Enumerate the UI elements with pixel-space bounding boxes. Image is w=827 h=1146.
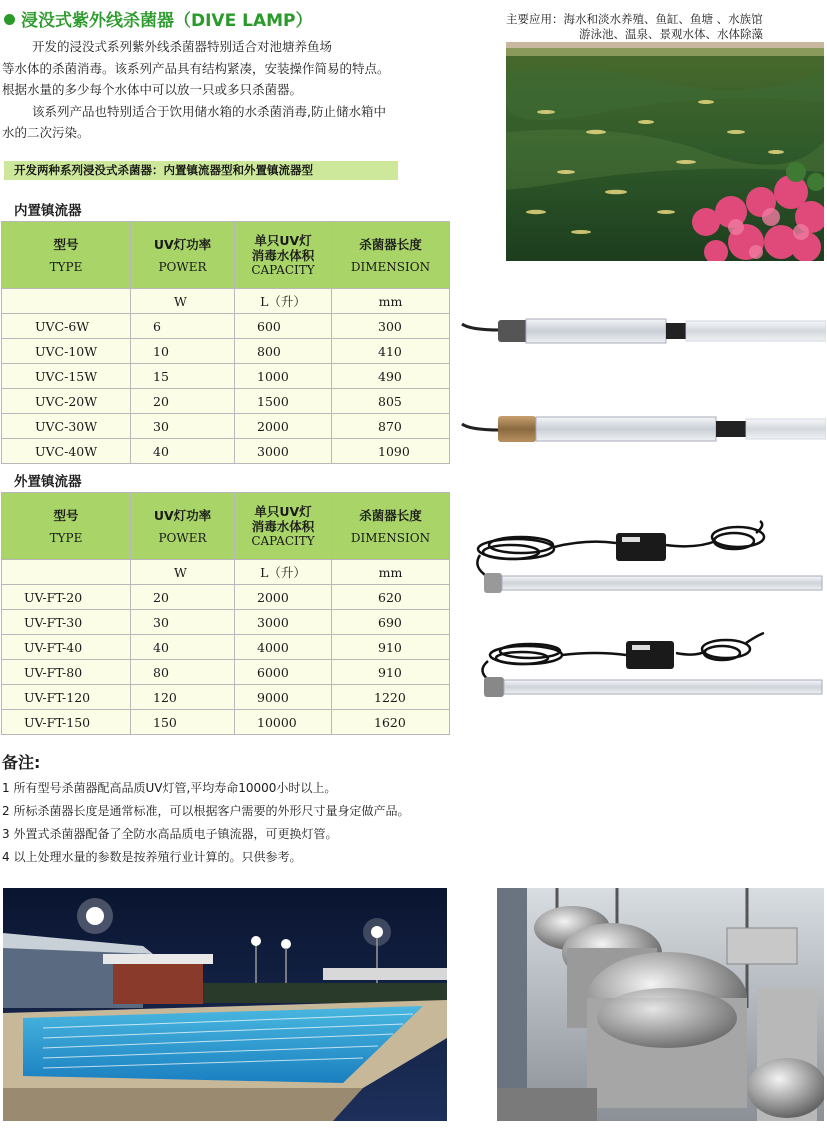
- internal-lamp-image-1: [460, 310, 826, 350]
- note-item: 1 所有型号杀菌器配高品质UV灯管,平均寿命10000小时以上。: [2, 781, 337, 795]
- header-dimension: 杀菌器长度 DIMENSION: [332, 493, 450, 560]
- header-power: UV灯功率 POWER: [131, 493, 235, 560]
- external-lamp-image-1: [466, 515, 826, 595]
- table-header-row: [2, 493, 450, 560]
- intro-line: 等水体的杀菌消毒。该系列产品具有结构紧凑，安装操作简易的特点。: [2, 60, 390, 76]
- applications-line: 游泳池、温泉、景观水体、水体除藻: [579, 27, 763, 41]
- notes-section: [2, 750, 409, 869]
- series-banner: 开发两种系列浸没式杀菌器：内置镇流器型和外置镇流器型: [4, 161, 398, 180]
- notes-list: [2, 777, 409, 869]
- pool-illustration: [3, 888, 447, 1121]
- header-power: UV灯功率 POWER: [131, 222, 235, 289]
- bullet-dot-icon: [4, 14, 15, 25]
- intro-line: 水的二次污染。: [2, 125, 90, 140]
- table-row: UV-FT-120 120 9000 1220: [2, 685, 450, 710]
- notes-title: 备注:: [2, 753, 41, 772]
- page-title: 浸没式紫外线杀菌器（DIVE LAMP）: [4, 6, 313, 31]
- table-row: UV-FT-150 150 10000 1620: [2, 710, 450, 735]
- intro-text: [2, 36, 472, 144]
- uv-lamp-illustration: [460, 310, 826, 350]
- section-title-external: 外置镇流器: [14, 474, 82, 490]
- pond-illustration: [506, 42, 824, 261]
- external-lamp-image-2: [466, 625, 826, 700]
- pond-photo: [506, 42, 824, 261]
- table-row: UV-FT-20 20 2000 620: [2, 585, 450, 610]
- header-capacity: 单只UV灯 消毒水体积 CAPACITY: [235, 493, 332, 560]
- swimming-pool-photo: [3, 888, 447, 1121]
- units-row: W L（升） mm: [2, 560, 450, 585]
- table-row: UVC-6W 6 600 300: [2, 314, 450, 339]
- external-spec-table: [1, 492, 450, 735]
- units-row: W L（升） mm: [2, 289, 450, 314]
- note-item: 3 外置式杀菌器配备了全防水高品质电子镇流器，可更换灯管。: [2, 827, 338, 841]
- intro-line: 根据水量的多少每个水体中可以放一只或多只杀菌器。: [2, 82, 303, 97]
- section-title-internal: 内置镇流器: [14, 203, 82, 219]
- table-row: UV-FT-40 40 4000 910: [2, 635, 450, 660]
- uv-lamp-with-ballast-illustration: [466, 625, 826, 700]
- table-row: UVC-40W 40 3000 1090: [2, 439, 450, 464]
- header-dimension: 杀菌器长度 DIMENSION: [332, 222, 450, 289]
- sterilizer-tanks-photo: [497, 888, 824, 1121]
- table-row: UV-FT-80 80 6000 910: [2, 660, 450, 685]
- uv-lamp-with-ballast-illustration: [466, 515, 826, 595]
- intro-line: 该系列产品也特别适合于饮用储水箱的水杀菌消毒,防止储水箱中: [32, 103, 386, 119]
- table-header-row: [2, 222, 450, 289]
- table-row: UVC-10W 10 800 410: [2, 339, 450, 364]
- note-item: 4 以上处理水量的参数是按养殖行业计算的。只供参考。: [2, 850, 302, 864]
- internal-lamp-image-2: [460, 408, 826, 448]
- table-row: UVC-15W 15 1000 490: [2, 364, 450, 389]
- header-model: 型号 TYPE: [2, 222, 131, 289]
- applications: [506, 12, 824, 42]
- table-row: UV-FT-30 30 3000 690: [2, 610, 450, 635]
- uv-lamp-illustration: [460, 408, 826, 448]
- table-row: UVC-30W 30 2000 870: [2, 414, 450, 439]
- header-capacity: 单只UV灯 消毒水体积 CAPACITY: [235, 222, 332, 289]
- internal-spec-table: [1, 221, 450, 464]
- intro-line: 开发的浸没式系列紫外线杀菌器特别适合对池塘养鱼场: [32, 39, 333, 54]
- applications-line: 主要应用：海水和淡水养殖、鱼缸、鱼塘 、水族馆: [506, 12, 763, 26]
- note-item: 2 所标杀菌器长度是通常标准，可以根据客户需要的外形尺寸量身定做产品。: [2, 804, 410, 818]
- tanks-illustration: [497, 888, 824, 1121]
- header-model: 型号 TYPE: [2, 493, 131, 560]
- table-row: UVC-20W 20 1500 805: [2, 389, 450, 414]
